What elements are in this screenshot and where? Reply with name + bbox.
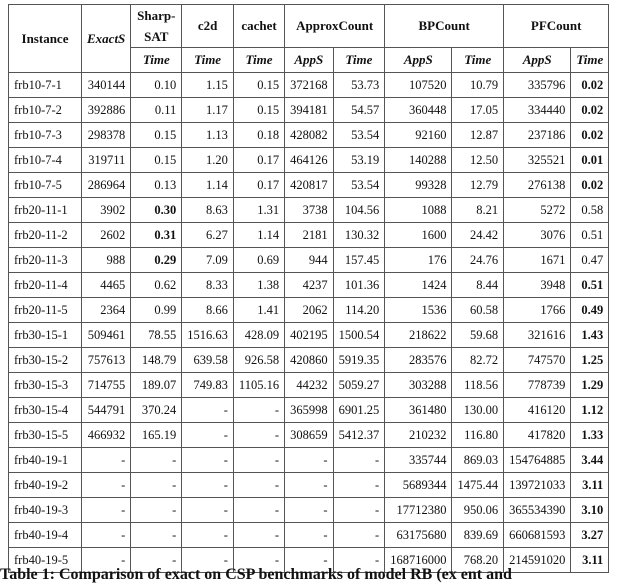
cell-approx-time: - xyxy=(333,548,385,573)
cell-cachet: 428.09 xyxy=(233,323,284,348)
cell-exacts: 509461 xyxy=(82,323,131,348)
table-row xyxy=(9,373,609,398)
cell-pf-apps: 417820 xyxy=(504,423,571,448)
cell-c2d: 1516.63 xyxy=(182,323,234,348)
cell-exacts: - xyxy=(82,473,131,498)
cell-exacts: 544791 xyxy=(82,398,131,423)
cell-bp-time: 17.05 xyxy=(452,98,504,123)
cell-exacts: 466932 xyxy=(82,423,131,448)
cell-bp-time: 839.69 xyxy=(452,523,504,548)
cell-pf-time: 0.58 xyxy=(571,198,609,223)
cell-bp-apps: 1600 xyxy=(385,223,452,248)
cell-exacts: 340144 xyxy=(82,73,131,98)
cell-bp-time: 118.56 xyxy=(452,373,504,398)
header-sharpsat xyxy=(131,5,182,48)
table-row xyxy=(9,123,609,148)
cell-bp-apps: 168716000 xyxy=(385,548,452,573)
cell-bp-time: 12.87 xyxy=(452,123,504,148)
cell-cachet: - xyxy=(233,398,284,423)
cell-approx-apps: - xyxy=(285,548,334,573)
cell-approx-apps: 44232 xyxy=(285,373,334,398)
cell-instance: frb10-7-2 xyxy=(9,98,82,123)
cell-bp-time: 950.06 xyxy=(452,498,504,523)
subheader-bp-time: Time xyxy=(452,48,504,73)
cell-approx-apps: 308659 xyxy=(285,423,334,448)
cell-c2d: 1.17 xyxy=(182,98,234,123)
cell-approx-apps: 2181 xyxy=(285,223,334,248)
header-approxcount: ApproxCount xyxy=(285,5,385,48)
cell-pf-apps: 335796 xyxy=(504,73,571,98)
cell-pf-time: 0.49 xyxy=(571,298,609,323)
cell-approx-time: - xyxy=(333,523,385,548)
cell-exacts: 2602 xyxy=(82,223,131,248)
cell-cachet: - xyxy=(233,523,284,548)
results-table xyxy=(8,4,609,573)
cell-c2d: 1.13 xyxy=(182,123,234,148)
cell-exacts: 988 xyxy=(82,248,131,273)
cell-approx-apps: 944 xyxy=(285,248,334,273)
cell-sharpsat: 0.15 xyxy=(131,123,182,148)
cell-cachet: 0.15 xyxy=(233,98,284,123)
cell-exacts: - xyxy=(82,448,131,473)
cell-bp-apps: 210232 xyxy=(385,423,452,448)
table-row xyxy=(9,398,609,423)
cell-pf-apps: 276138 xyxy=(504,173,571,198)
cell-sharpsat: 0.99 xyxy=(131,298,182,323)
table-row xyxy=(9,523,609,548)
table-row xyxy=(9,348,609,373)
cell-bp-apps: 140288 xyxy=(385,148,452,173)
cell-bp-time: 60.58 xyxy=(452,298,504,323)
cell-approx-apps: 394181 xyxy=(285,98,334,123)
cell-instance: frb20-11-5 xyxy=(9,298,82,323)
cell-approx-time: - xyxy=(333,473,385,498)
table-row xyxy=(9,298,609,323)
cell-approx-time: 130.32 xyxy=(333,223,385,248)
cell-pf-apps: 321616 xyxy=(504,323,571,348)
cell-cachet: - xyxy=(233,448,284,473)
table-row xyxy=(9,448,609,473)
cell-bp-apps: 99328 xyxy=(385,173,452,198)
cell-cachet: - xyxy=(233,423,284,448)
subheader-approx-apps: AppS xyxy=(285,48,334,73)
cell-c2d: - xyxy=(182,498,234,523)
cell-sharpsat: 0.29 xyxy=(131,248,182,273)
cell-approx-time: 53.54 xyxy=(333,173,385,198)
cell-sharpsat: - xyxy=(131,523,182,548)
table-row xyxy=(9,223,609,248)
subheader-cachet-time: Time xyxy=(233,48,284,73)
cell-bp-time: 130.00 xyxy=(452,398,504,423)
cell-sharpsat: 165.19 xyxy=(131,423,182,448)
cell-bp-time: 10.79 xyxy=(452,73,504,98)
cell-instance: frb30-15-4 xyxy=(9,398,82,423)
cell-exacts: 286964 xyxy=(82,173,131,198)
cell-bp-time: 12.50 xyxy=(452,148,504,173)
table-body xyxy=(9,73,609,573)
cell-pf-time: 1.43 xyxy=(571,323,609,348)
cell-cachet: 926.58 xyxy=(233,348,284,373)
cell-sharpsat: 148.79 xyxy=(131,348,182,373)
cell-cachet: - xyxy=(233,498,284,523)
cell-pf-apps: 237186 xyxy=(504,123,571,148)
cell-exacts: - xyxy=(82,498,131,523)
cell-cachet: 0.17 xyxy=(233,173,284,198)
cell-approx-time: - xyxy=(333,498,385,523)
cell-sharpsat: 370.24 xyxy=(131,398,182,423)
cell-pf-apps: 334440 xyxy=(504,98,571,123)
cell-instance: frb40-19-4 xyxy=(9,523,82,548)
cell-pf-apps: 139721033 xyxy=(504,473,571,498)
header-sharpsat-line2: SAT xyxy=(144,29,169,44)
subheader-c2d-time: Time xyxy=(182,48,234,73)
cell-approx-apps: 365998 xyxy=(285,398,334,423)
cell-c2d: 8.66 xyxy=(182,298,234,323)
cell-sharpsat: 78.55 xyxy=(131,323,182,348)
table-row xyxy=(9,73,609,98)
cell-pf-apps: 365534390 xyxy=(504,498,571,523)
cell-pf-time: 0.02 xyxy=(571,123,609,148)
table-row xyxy=(9,198,609,223)
cell-c2d: - xyxy=(182,548,234,573)
cell-sharpsat: 0.11 xyxy=(131,98,182,123)
table-row xyxy=(9,273,609,298)
cell-pf-time: 0.51 xyxy=(571,223,609,248)
cell-approx-apps: 372168 xyxy=(285,73,334,98)
cell-bp-apps: 1088 xyxy=(385,198,452,223)
cell-approx-apps: 4237 xyxy=(285,273,334,298)
cell-bp-time: 82.72 xyxy=(452,348,504,373)
cell-instance: frb20-11-2 xyxy=(9,223,82,248)
cell-approx-time: 53.19 xyxy=(333,148,385,173)
cell-c2d: - xyxy=(182,448,234,473)
cell-c2d: 8.63 xyxy=(182,198,234,223)
cell-cachet: 0.17 xyxy=(233,148,284,173)
cell-bp-apps: 107520 xyxy=(385,73,452,98)
subheader-bp-apps: AppS xyxy=(385,48,452,73)
cell-bp-time: 12.79 xyxy=(452,173,504,198)
cell-cachet: - xyxy=(233,473,284,498)
cell-pf-apps: 778739 xyxy=(504,373,571,398)
cell-bp-apps: 360448 xyxy=(385,98,452,123)
cell-approx-time: 5059.27 xyxy=(333,373,385,398)
cell-approx-time: 114.20 xyxy=(333,298,385,323)
cell-pf-time: 1.29 xyxy=(571,373,609,398)
table-row xyxy=(9,473,609,498)
cell-pf-apps: 5272 xyxy=(504,198,571,223)
cell-approx-apps: 428082 xyxy=(285,123,334,148)
cell-instance: frb40-19-3 xyxy=(9,498,82,523)
cell-approx-time: 157.45 xyxy=(333,248,385,273)
header-pfcount: PFCount xyxy=(504,5,609,48)
cell-c2d: 8.33 xyxy=(182,273,234,298)
cell-c2d: - xyxy=(182,473,234,498)
cell-bp-apps: 63175680 xyxy=(385,523,452,548)
cell-cachet: 1.41 xyxy=(233,298,284,323)
cell-sharpsat: - xyxy=(131,473,182,498)
cell-pf-time: 3.10 xyxy=(571,498,609,523)
cell-c2d: - xyxy=(182,398,234,423)
cell-pf-time: 0.47 xyxy=(571,248,609,273)
cell-approx-time: 6901.25 xyxy=(333,398,385,423)
header-row xyxy=(9,5,609,48)
cell-exacts: 319711 xyxy=(82,148,131,173)
header-sharpsat-line1: Sharp- xyxy=(137,8,176,23)
cell-bp-apps: 218622 xyxy=(385,323,452,348)
cell-cachet: 1.14 xyxy=(233,223,284,248)
cell-bp-time: 116.80 xyxy=(452,423,504,448)
cell-instance: frb30-15-1 xyxy=(9,323,82,348)
cell-approx-time: 5412.37 xyxy=(333,423,385,448)
cell-c2d: 1.14 xyxy=(182,173,234,198)
cell-bp-time: 24.42 xyxy=(452,223,504,248)
cell-pf-time: 1.33 xyxy=(571,423,609,448)
cell-instance: frb10-7-4 xyxy=(9,148,82,173)
cell-sharpsat: 0.62 xyxy=(131,273,182,298)
cell-pf-apps: 214591020 xyxy=(504,548,571,573)
table-row xyxy=(9,173,609,198)
cell-exacts: 392886 xyxy=(82,98,131,123)
cell-pf-time: 1.12 xyxy=(571,398,609,423)
cell-approx-time: - xyxy=(333,448,385,473)
cell-approx-time: 5919.35 xyxy=(333,348,385,373)
cell-bp-apps: 1424 xyxy=(385,273,452,298)
cell-pf-time: 0.01 xyxy=(571,148,609,173)
header-instance: Instance xyxy=(9,5,82,73)
cell-bp-apps: 283576 xyxy=(385,348,452,373)
cell-pf-apps: 660681593 xyxy=(504,523,571,548)
cell-pf-time: 0.51 xyxy=(571,273,609,298)
cell-pf-apps: 3076 xyxy=(504,223,571,248)
cell-instance: frb10-7-3 xyxy=(9,123,82,148)
cell-instance: frb40-19-1 xyxy=(9,448,82,473)
cell-c2d: 639.58 xyxy=(182,348,234,373)
cell-sharpsat: - xyxy=(131,448,182,473)
cell-bp-time: 8.21 xyxy=(452,198,504,223)
cell-bp-apps: 92160 xyxy=(385,123,452,148)
cell-exacts: 2364 xyxy=(82,298,131,323)
cell-sharpsat: 0.31 xyxy=(131,223,182,248)
cell-sharpsat: 0.15 xyxy=(131,148,182,173)
cell-pf-apps: 154764885 xyxy=(504,448,571,473)
cell-exacts: - xyxy=(82,548,131,573)
cell-sharpsat: 0.10 xyxy=(131,73,182,98)
table-row xyxy=(9,148,609,173)
cell-exacts: 714755 xyxy=(82,373,131,398)
cell-bp-apps: 335744 xyxy=(385,448,452,473)
table-row xyxy=(9,248,609,273)
cell-c2d: 749.83 xyxy=(182,373,234,398)
cell-bp-time: 1475.44 xyxy=(452,473,504,498)
cell-approx-apps: 402195 xyxy=(285,323,334,348)
cell-approx-time: 53.73 xyxy=(333,73,385,98)
cell-instance: frb40-19-2 xyxy=(9,473,82,498)
table-row xyxy=(9,98,609,123)
cell-bp-apps: 17712380 xyxy=(385,498,452,523)
header-cachet: cachet xyxy=(233,5,284,48)
cell-pf-time: 3.11 xyxy=(571,548,609,573)
subheader-pf-apps: AppS xyxy=(504,48,571,73)
cell-exacts: - xyxy=(82,523,131,548)
cell-bp-apps: 176 xyxy=(385,248,452,273)
cell-approx-time: 104.56 xyxy=(333,198,385,223)
cell-c2d: - xyxy=(182,423,234,448)
cell-bp-time: 24.76 xyxy=(452,248,504,273)
cell-exacts: 757613 xyxy=(82,348,131,373)
cell-exacts: 3902 xyxy=(82,198,131,223)
cell-cachet: - xyxy=(233,548,284,573)
cell-cachet: 1105.16 xyxy=(233,373,284,398)
cell-exacts: 298378 xyxy=(82,123,131,148)
cell-approx-time: 54.57 xyxy=(333,98,385,123)
cell-instance: frb20-11-4 xyxy=(9,273,82,298)
cell-c2d: 6.27 xyxy=(182,223,234,248)
cell-cachet: 0.18 xyxy=(233,123,284,148)
cell-pf-time: 0.02 xyxy=(571,173,609,198)
cell-bp-time: 768.20 xyxy=(452,548,504,573)
cell-pf-time: 3.27 xyxy=(571,523,609,548)
cell-instance: frb20-11-3 xyxy=(9,248,82,273)
cell-bp-time: 8.44 xyxy=(452,273,504,298)
header-bpcount: BPCount xyxy=(385,5,504,48)
cell-approx-time: 101.36 xyxy=(333,273,385,298)
cell-instance: frb10-7-5 xyxy=(9,173,82,198)
cell-approx-apps: 420817 xyxy=(285,173,334,198)
cell-cachet: 1.38 xyxy=(233,273,284,298)
cell-approx-time: 53.54 xyxy=(333,123,385,148)
cell-pf-apps: 747570 xyxy=(504,348,571,373)
cell-c2d: 7.09 xyxy=(182,248,234,273)
cell-approx-apps: 464126 xyxy=(285,148,334,173)
subheader-approx-time: Time xyxy=(333,48,385,73)
cell-pf-time: 3.44 xyxy=(571,448,609,473)
cell-pf-apps: 1671 xyxy=(504,248,571,273)
cell-instance: frb40-19-5 xyxy=(9,548,82,573)
cell-pf-apps: 3948 xyxy=(504,273,571,298)
subheader-pf-time: Time xyxy=(571,48,609,73)
subheader-sharpsat-time: Time xyxy=(131,48,182,73)
cell-approx-apps: 420860 xyxy=(285,348,334,373)
table-row xyxy=(9,423,609,448)
cell-bp-apps: 1536 xyxy=(385,298,452,323)
cell-sharpsat: 0.13 xyxy=(131,173,182,198)
cell-bp-apps: 5689344 xyxy=(385,473,452,498)
cell-sharpsat: 0.30 xyxy=(131,198,182,223)
cell-pf-time: 3.11 xyxy=(571,473,609,498)
cell-pf-apps: 416120 xyxy=(504,398,571,423)
cell-approx-apps: 2062 xyxy=(285,298,334,323)
cell-sharpsat: - xyxy=(131,498,182,523)
cell-c2d: - xyxy=(182,523,234,548)
cell-instance: frb10-7-1 xyxy=(9,73,82,98)
cell-approx-apps: 3738 xyxy=(285,198,334,223)
cell-pf-time: 0.02 xyxy=(571,73,609,98)
cell-cachet: 1.31 xyxy=(233,198,284,223)
cell-sharpsat: - xyxy=(131,548,182,573)
cell-c2d: 1.15 xyxy=(182,73,234,98)
cell-approx-time: 1500.54 xyxy=(333,323,385,348)
cell-bp-time: 869.03 xyxy=(452,448,504,473)
cell-pf-apps: 325521 xyxy=(504,148,571,173)
cell-bp-apps: 303288 xyxy=(385,373,452,398)
cell-bp-time: 59.68 xyxy=(452,323,504,348)
cell-bp-apps: 361480 xyxy=(385,398,452,423)
cell-approx-apps: - xyxy=(285,473,334,498)
cell-pf-apps: 1766 xyxy=(504,298,571,323)
cell-cachet: 0.15 xyxy=(233,73,284,98)
cell-instance: frb30-15-3 xyxy=(9,373,82,398)
table-row xyxy=(9,498,609,523)
cell-instance: frb30-15-5 xyxy=(9,423,82,448)
cell-pf-time: 0.02 xyxy=(571,98,609,123)
header-exacts: ExactS xyxy=(82,5,131,73)
cell-c2d: 1.20 xyxy=(182,148,234,173)
cell-approx-apps: - xyxy=(285,448,334,473)
header-c2d: c2d xyxy=(182,5,234,48)
cell-cachet: 0.69 xyxy=(233,248,284,273)
cell-instance: frb20-11-1 xyxy=(9,198,82,223)
table-caption: Table 1: Comparison of exact on CSP benchmarks of model RB (ex ent and xyxy=(0,566,512,583)
cell-approx-apps: - xyxy=(285,523,334,548)
cell-exacts: 4465 xyxy=(82,273,131,298)
cell-pf-time: 1.25 xyxy=(571,348,609,373)
cell-approx-apps: - xyxy=(285,498,334,523)
cell-sharpsat: 189.07 xyxy=(131,373,182,398)
cell-instance: frb30-15-2 xyxy=(9,348,82,373)
table-row xyxy=(9,323,609,348)
